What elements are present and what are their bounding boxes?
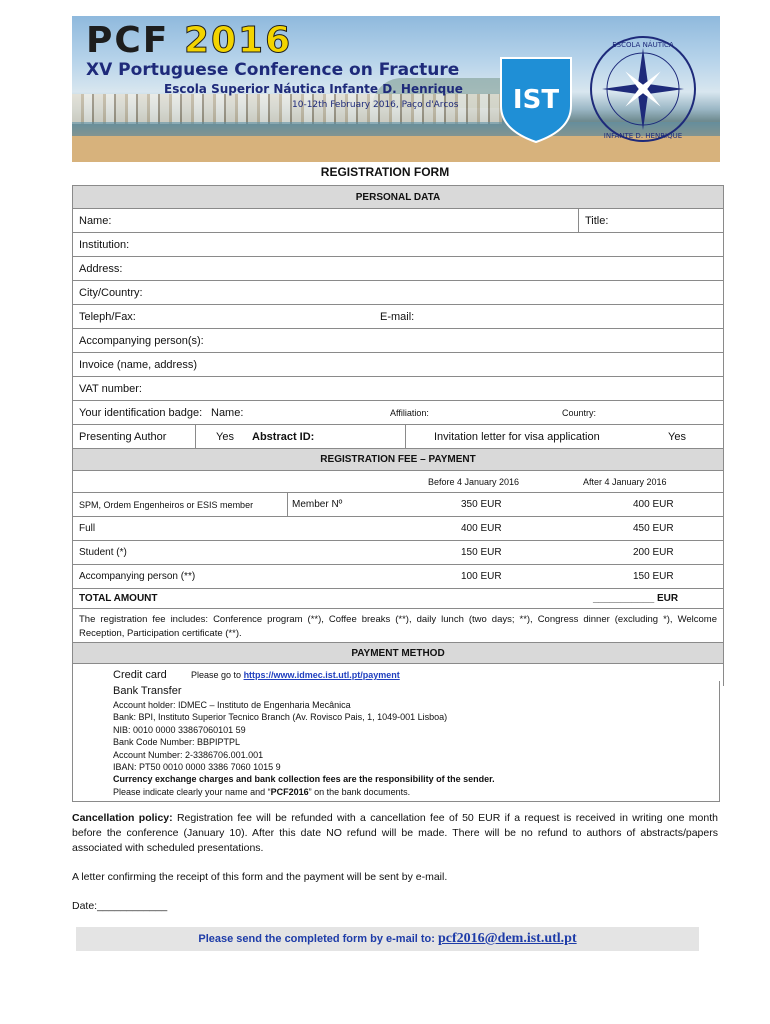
invoice-label: Invoice (name, address) — [79, 359, 197, 371]
country-label: Country: — [562, 408, 597, 418]
divider — [195, 425, 196, 448]
credit-card-text: Please go to — [191, 670, 242, 680]
teleph-label: Teleph/Fax: — [79, 311, 136, 323]
address-row[interactable] — [73, 256, 723, 280]
presenting-yes-checkbox[interactable]: Yes — [216, 431, 234, 443]
invitation-letter-label: Invitation letter for visa application — [434, 431, 600, 443]
after-date-header: After 4 January 2016 — [583, 477, 667, 487]
title-label: Title: — [585, 215, 609, 227]
payment-link[interactable]: https://www.idmec.ist.utl.pt/payment — [243, 670, 400, 680]
bank-code: Bank Code Number: BBPIPTPL — [113, 737, 241, 748]
divider — [578, 209, 579, 232]
presenting-author-row[interactable] — [73, 424, 723, 448]
cancellation-text: Registration fee will be refunded with a cancellation fee of 50 EUR if a request is received in writing one month before the conference (January 10). After this date NO refund will be made. There will be no refund to authors of abstracts/papers associated with scheduled presentations. — [72, 812, 718, 854]
fee-before-value: 400 EUR — [461, 523, 502, 534]
fee-after-value: 450 EUR — [633, 523, 674, 534]
account-holder: Account holder: IDMEC – Instituto de Engenharia Mecânica — [113, 700, 351, 710]
name-row[interactable] — [73, 208, 723, 232]
bank-reference-note — [113, 786, 495, 798]
note-pre: Please indicate clearly your name and “ — [113, 786, 271, 797]
fee-before-value: 150 EUR — [461, 547, 502, 558]
fee-after-value: 400 EUR — [633, 499, 674, 510]
badge-name-label: Name: — [211, 407, 244, 419]
before-date-header: Before 4 January 2016 — [428, 477, 520, 487]
svg-text:IST: IST — [512, 85, 560, 115]
form-title: REGISTRATION FORM — [320, 165, 450, 179]
badge-row[interactable] — [73, 400, 723, 424]
iban: IBAN: PT50 0010 0000 3386 7060 1015 9 — [113, 762, 281, 773]
banner-title: PCF 2016 — [86, 20, 293, 61]
credit-card-label: Credit card — [113, 669, 167, 681]
bank-transfer-section — [72, 681, 720, 802]
nautical-school-seal-icon — [588, 34, 698, 144]
cancellation-policy — [72, 811, 718, 856]
svg-text:ESCOLA NÁUTICA: ESCOLA NÁUTICA — [612, 41, 674, 49]
vat-row[interactable] — [73, 376, 723, 400]
fee-after-value: 200 EUR — [633, 547, 674, 558]
institution-label: Institution: — [79, 239, 130, 251]
confirmation-note: A letter confirming the receipt of this form and the payment will be sent by e-mail. — [72, 871, 448, 883]
banner-school-name: Escola Superior Náutica Infante D. Henrique — [164, 82, 463, 96]
nib: NIB: 0010 0000 33867060101 59 — [113, 724, 246, 735]
submission-footer — [76, 927, 699, 951]
personal-data-header: PERSONAL DATA — [73, 185, 723, 208]
email-label: E-mail: — [380, 311, 415, 323]
invitation-yes-checkbox[interactable]: Yes — [668, 431, 686, 443]
fee-row-accompanying[interactable] — [73, 564, 723, 588]
abstract-id-label: Abstract ID: — [252, 431, 315, 443]
note-bold: PCF2016 — [270, 786, 309, 797]
address-label: Address: — [79, 263, 123, 275]
footer-email-link[interactable]: pcf2016@dem.ist.utl.pt — [437, 931, 577, 946]
fee-row-full[interactable] — [73, 516, 723, 540]
footer-text: Please send the completed form by e-mail to: — [198, 933, 435, 945]
registration-fee-header: REGISTRATION FEE – PAYMENT — [73, 448, 723, 470]
fee-row-member[interactable] — [73, 492, 723, 516]
divider — [287, 493, 288, 516]
ist-logo-icon — [497, 54, 575, 144]
fee-after-value: 150 EUR — [633, 571, 674, 582]
date-field[interactable]: Date:____________ — [72, 900, 168, 912]
name-label: Name: — [79, 215, 112, 227]
banner-conference-name: XV Portuguese Conference on Fracture — [86, 60, 460, 80]
registration-table — [72, 185, 724, 686]
vat-label: VAT number: — [79, 383, 142, 395]
divider — [405, 425, 406, 448]
fee-category-label: Student (*) — [79, 547, 127, 558]
payment-method-header: PAYMENT METHOD — [73, 642, 723, 663]
invoice-row[interactable] — [73, 352, 723, 376]
affiliation-label: Affiliation: — [390, 408, 429, 418]
svg-text:INFANTE D. HENRIQUE: INFANTE D. HENRIQUE — [603, 132, 683, 140]
currency-charges-note: Currency exchange charges and bank collection fees are the responsibility of the sender. — [113, 774, 495, 785]
total-amount-row[interactable] — [73, 588, 723, 608]
fee-category-label: SPM, Ordem Engenheiros or ESIS member — [79, 500, 254, 510]
badge-label: Your identification badge: — [79, 407, 203, 419]
institution-row[interactable] — [73, 232, 723, 256]
accompanying-label: Accompanying person(s): — [79, 335, 204, 347]
note-post: ” on the bank documents. — [308, 786, 411, 797]
total-amount-label: TOTAL AMOUNT — [79, 593, 158, 604]
fee-category-label: Accompanying person (**) — [79, 571, 196, 582]
cancellation-label: Cancellation policy: — [72, 812, 173, 824]
banner-dates: 10-12th February 2016, Paço d'Arcos — [292, 100, 459, 110]
presenting-author-label: Presenting Author — [79, 431, 167, 443]
fee-before-value: 350 EUR — [461, 499, 502, 510]
bank-transfer-label: Bank Transfer — [113, 685, 182, 697]
fee-columns-row — [73, 470, 723, 492]
fee-before-value: 100 EUR — [461, 571, 502, 582]
member-number-label: Member Nº — [292, 499, 343, 510]
fee-category-label: Full — [79, 523, 96, 534]
fee-row-student[interactable] — [73, 540, 723, 564]
bank-branch: Bank: BPI, Instituto Superior Tecnico Branch (Av. Rovisco Pais, 1, 1049-001 Lisboa) — [113, 712, 448, 723]
bank-details — [113, 699, 495, 798]
accompanying-row[interactable] — [73, 328, 723, 352]
teleph-row[interactable] — [73, 304, 723, 328]
total-amount-field[interactable]: ___________ EUR — [593, 593, 679, 604]
conference-banner — [72, 16, 720, 162]
fee-includes-note: The registration fee includes: Conference program (**), Coffee breaks (**), daily lunch (two days; **), Congress dinner (excluding *), Welcome Reception, Participation certificate (**). — [73, 608, 723, 642]
account-number: Account Number: 2-3386706.001.001 — [113, 749, 264, 760]
city-label: City/Country: — [79, 287, 143, 299]
city-row[interactable] — [73, 280, 723, 304]
